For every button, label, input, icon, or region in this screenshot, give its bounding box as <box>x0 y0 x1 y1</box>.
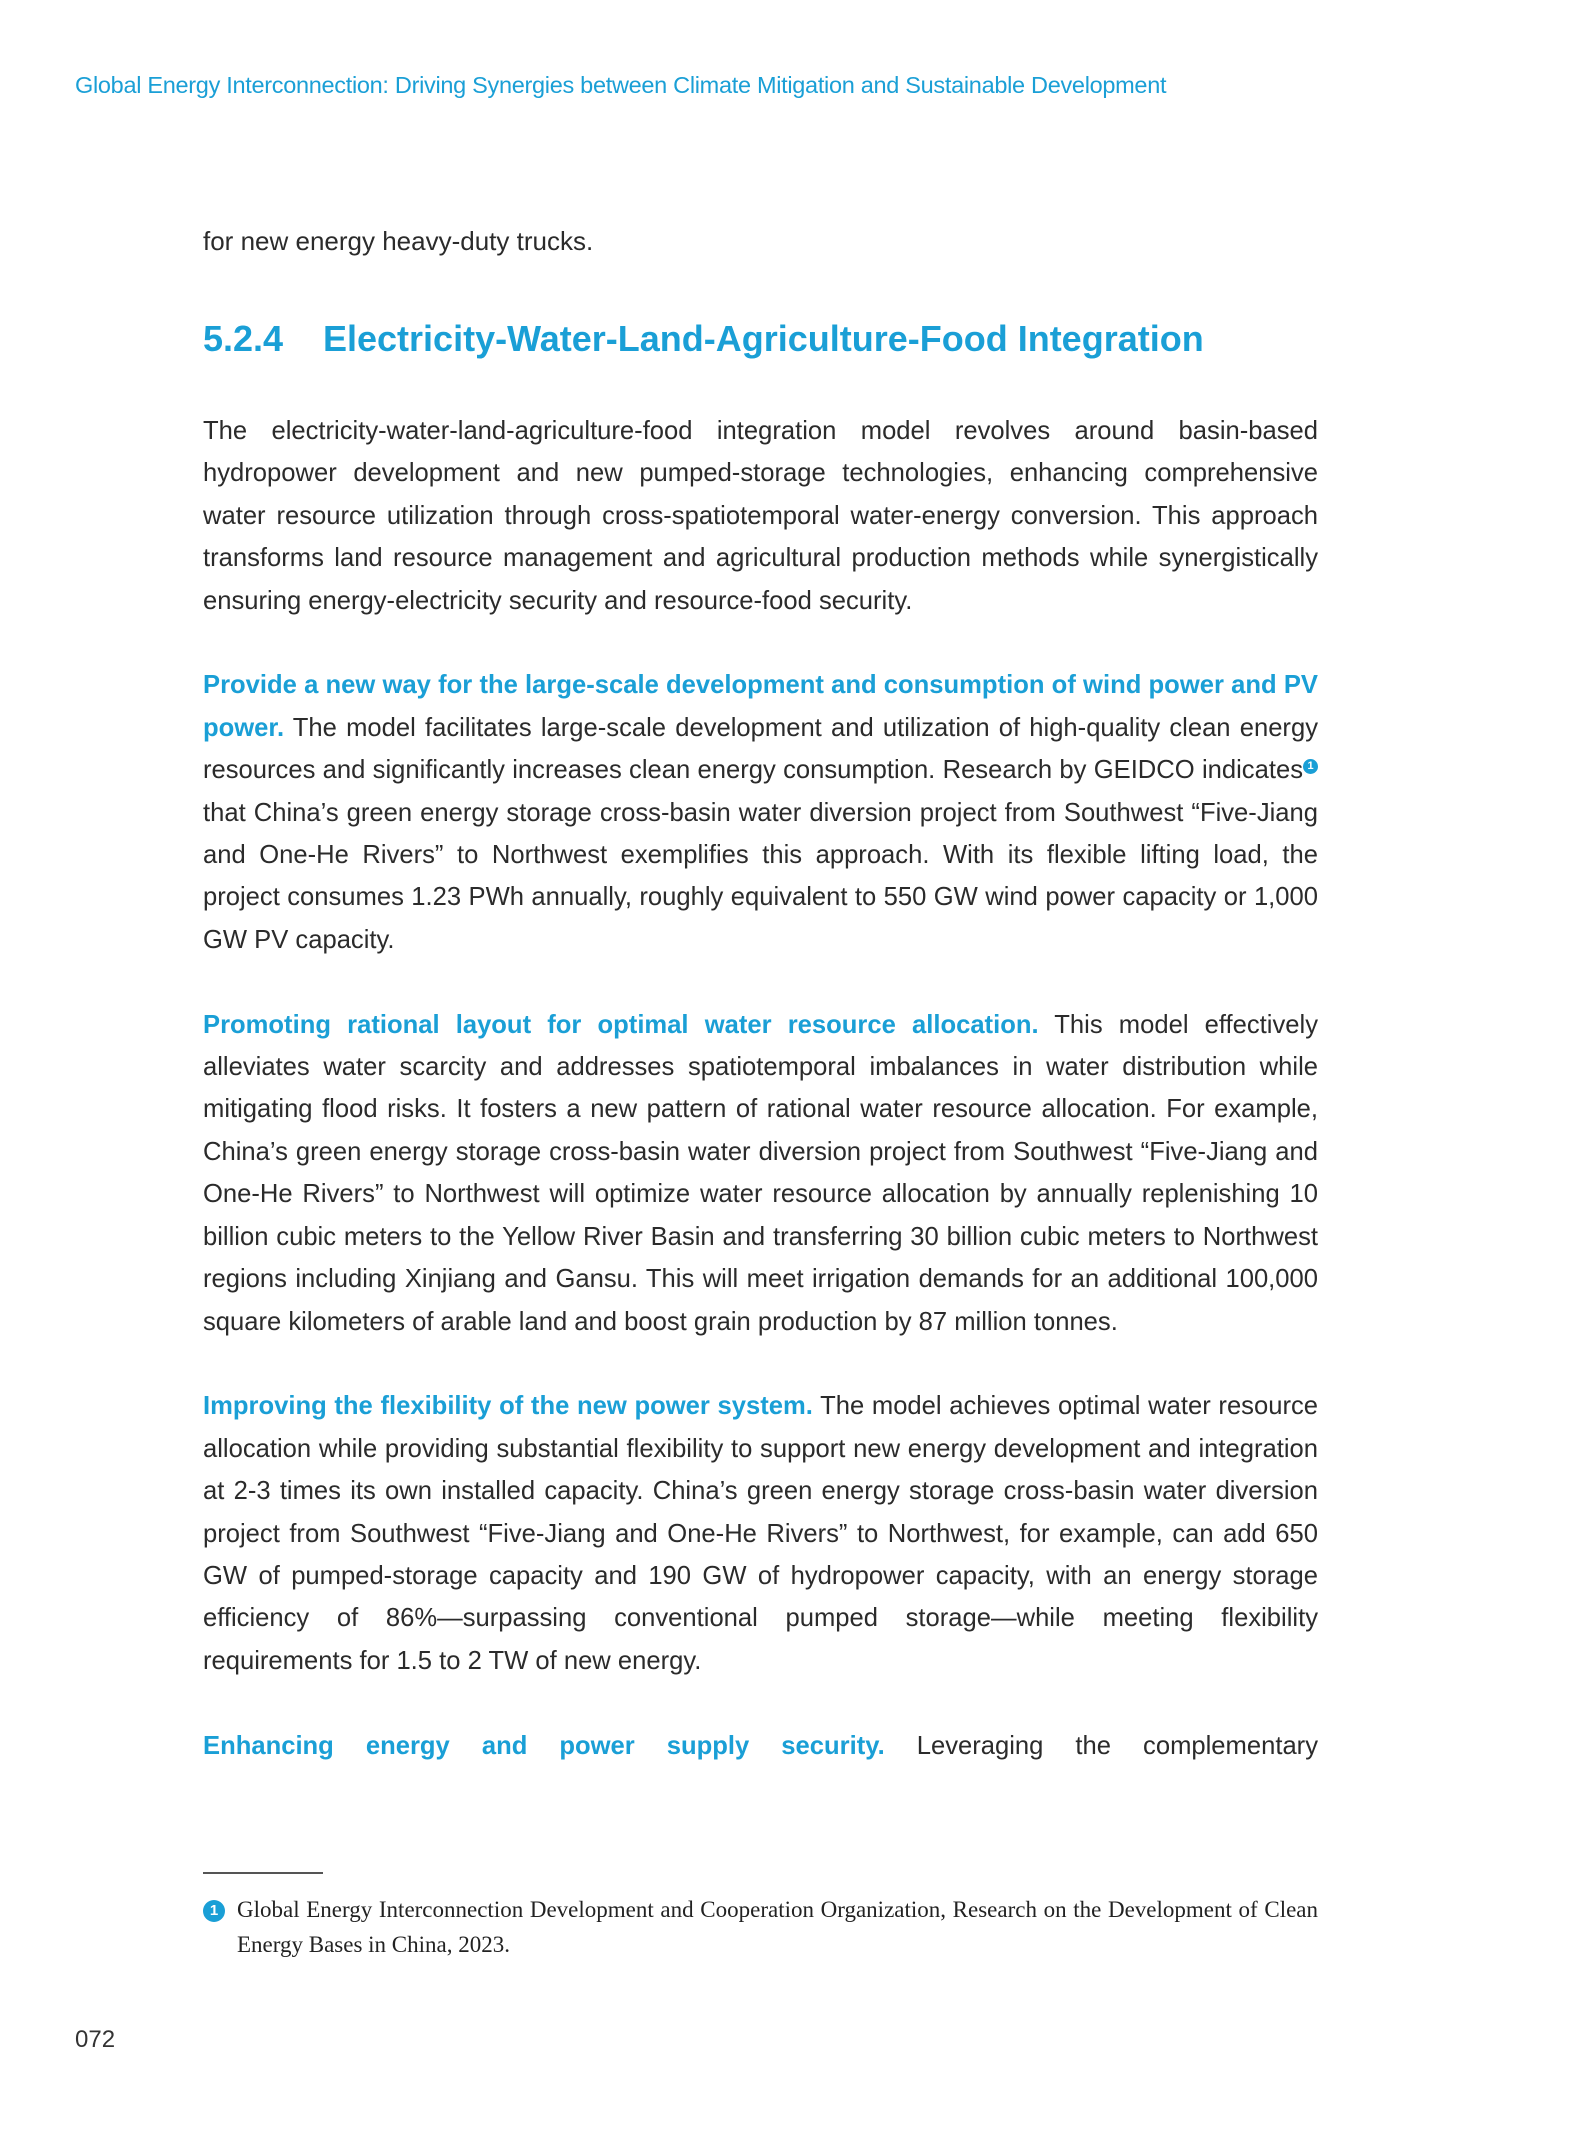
section-heading <box>203 318 1204 360</box>
section-title: Electricity-Water-Land-Agriculture-Food Integration <box>323 318 1204 359</box>
footnote-divider <box>203 1872 323 1874</box>
running-header: Global Energy Interconnection: Driving Synergies between Climate Mitigation and Sustainable Development <box>75 72 1167 98</box>
continued-text: for new energy heavy-duty trucks. <box>203 226 594 256</box>
paragraph-lead-in: Improving the flexibility of the new power system. <box>203 1392 813 1421</box>
paragraph-text: The model facilitates large-scale development and utilization of high-quality clean energy resources and significantly increases clean energy consumption. Research by GEIDCO indicates <box>203 713 1318 785</box>
footnote-text: Global Energy Interconnection Development and Cooperation Organization, Research on the Development of Clean Energy Bases in China, 2023. <box>237 1897 1318 1957</box>
paragraph-lead-in: Promoting rational layout for optimal water resource allocation. <box>203 1010 1039 1039</box>
paragraph-flexibility <box>203 1385 1318 1682</box>
page-number: 072 <box>75 2026 116 2053</box>
paragraph-wind-pv <box>203 664 1318 961</box>
footnote-reference[interactable]: 1 <box>1303 759 1318 774</box>
footnote-marker-icon: 1 <box>203 1900 225 1922</box>
body-text <box>203 410 1318 1809</box>
footnote <box>203 1892 1318 1962</box>
paragraph-lead-in: Enhancing energy and power supply security. <box>203 1731 885 1760</box>
paragraph-lead-in: Provide a new way for the large-scale development and consumption of wind power and PV power. <box>203 671 1318 742</box>
paragraph-text: Leveraging the complementary <box>884 1731 1318 1760</box>
paragraph-water-allocation <box>203 1004 1318 1343</box>
intro-paragraph: The electricity-water-land-agriculture-food integration model revolves around basin-based hydropower development and new pumped-storage technologies, enhancing comprehensive water resource utilization through cross-spatiotemporal water-energy conversion. This approach transforms land resource management and agricultural production methods while synergistically ensuring energy-electricity security and resource-food security. <box>203 417 1318 615</box>
paragraph-supply-security <box>203 1725 1318 1767</box>
paragraph-text: that China’s green energy storage cross-basin water diversion project from Southwest “Five-Jiang and One-He Rivers” to Northwest exemplifies this approach. With its flexible lifting load, the project consumes 1.23 PWh annually, roughly equivalent to 550 GW wind power capacity or 1,000 GW PV capacity. <box>203 798 1318 954</box>
paragraph-text: This model effectively alleviates water scarcity and addresses spatiotemporal imbalances in water distribution while mitigating flood risks. It fosters a new pattern of rational water resource allocation. For example, China’s green energy storage cross-basin water diversion project from Southwest “Five-Jiang and One-He Rivers” to Northwest will optimize water resource allocation by annually replenishing 10 billion cubic meters to the Yellow River Basin and transferring 30 billion cubic meters to Northwest regions including Xinjiang and Gansu. This will meet irrigation demands for an additional 100,000 square kilometers of arable land and boost grain production by 87 million tonnes. <box>203 1010 1318 1336</box>
section-number: 5.2.4 <box>203 318 284 359</box>
paragraph-text: The model achieves optimal water resource allocation while providing substantial flexibility to support new energy development and integration at 2-3 times its own installed capacity. China’s green energy storage cross-basin water diversion project from Southwest “Five-Jiang and One-He Rivers” to Northwest, for example, can add 650 GW of pumped-storage capacity and 190 GW of hydropower capacity, with an energy storage efficiency of 86%—surpassing conventional pumped storage—while meeting flexibility requirements for 1.5 to 2 TW of new energy. <box>203 1392 1318 1675</box>
